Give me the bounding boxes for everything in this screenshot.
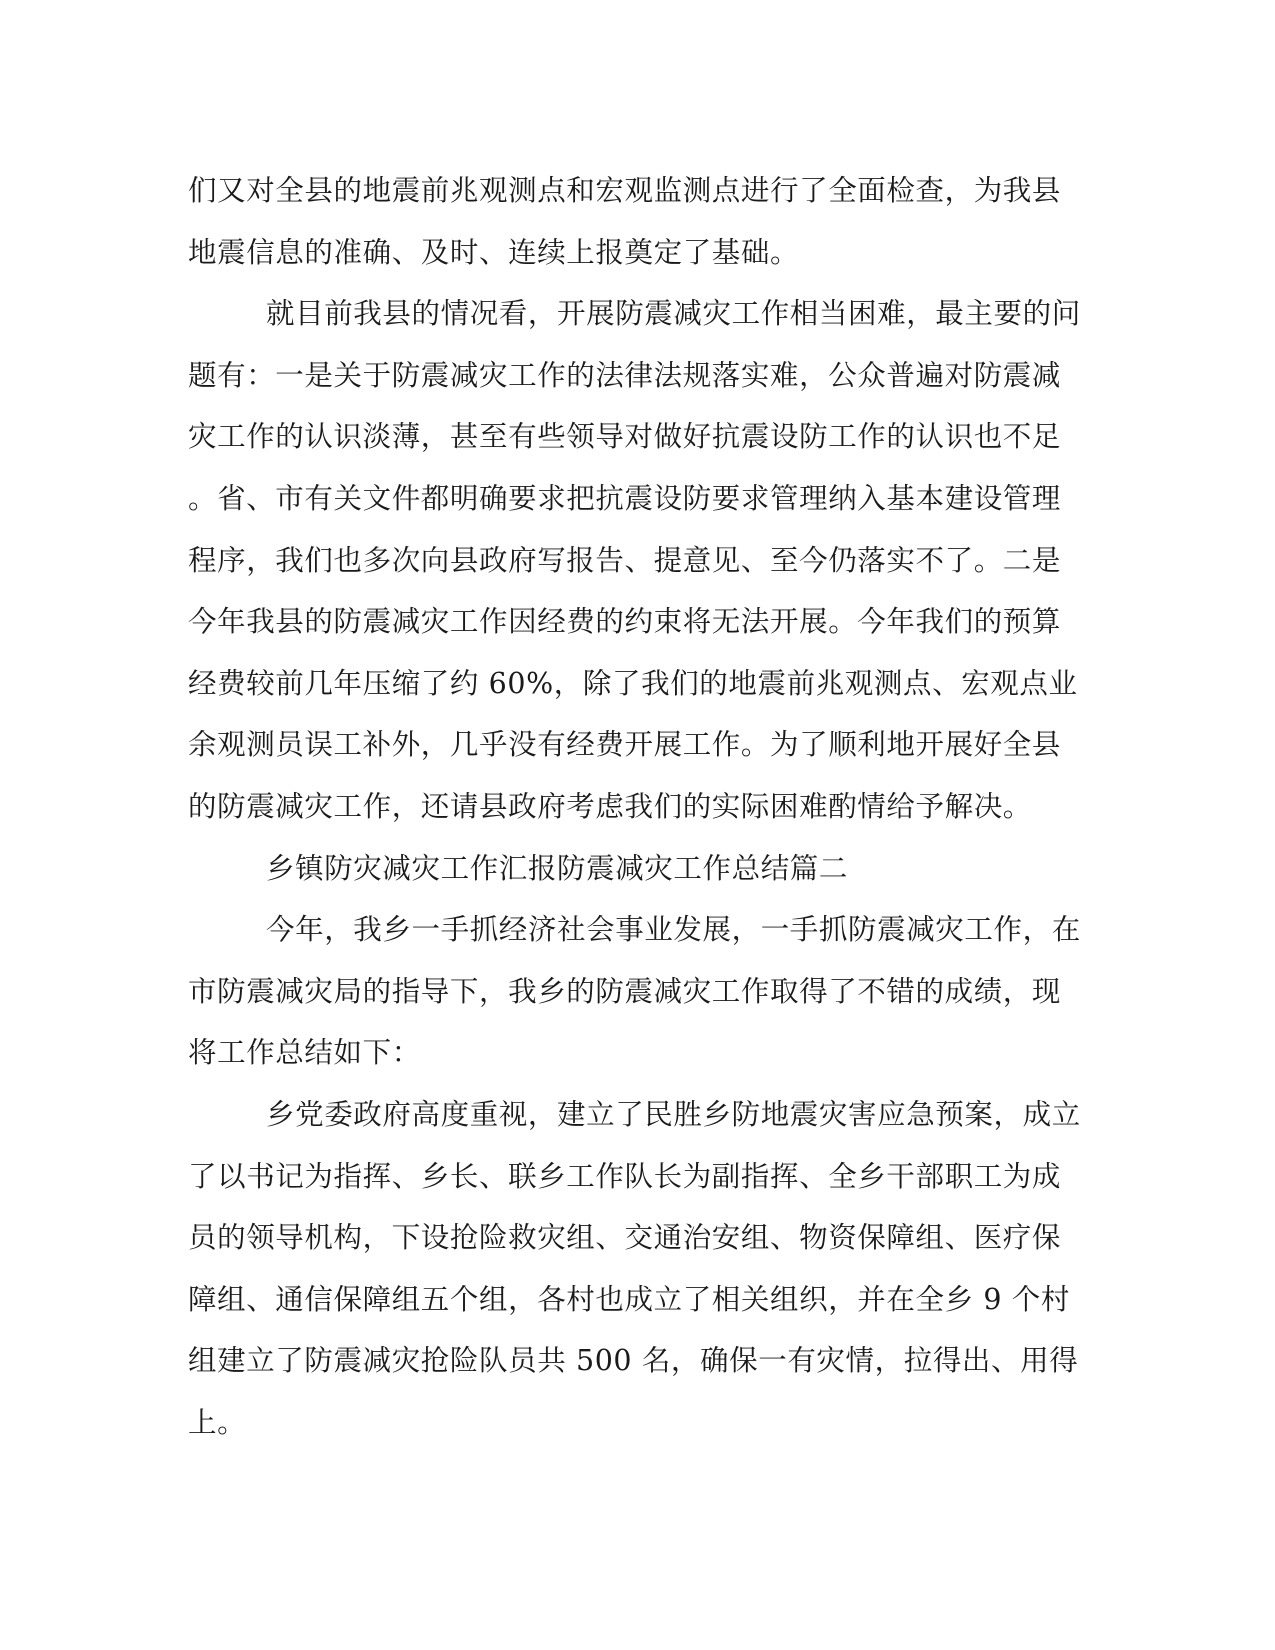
- text-line: 。省、市有关文件都明确要求把抗震设防要求管理纳入基本建设管理: [188, 481, 1062, 515]
- text-line: 题有：一是关于防震减灾工作的法律法规落实难，公众普遍对防震减: [188, 358, 1062, 392]
- text-line: 今年，我乡一手抓经济社会事业发展，一手抓防震减灾工作，在: [266, 913, 1081, 947]
- body-text: [188, 160, 1081, 1453]
- text-line: 了以书记为指挥、乡长、联乡工作队长为副指挥、全乡干部职工为成: [188, 1159, 1062, 1193]
- text-line: 地震信息的准确、及时、连续上报奠定了基础。: [188, 235, 800, 269]
- text-line: 程序，我们也多次向县政府写报告、提意见、至今仍落实不了。二是: [188, 543, 1062, 577]
- text-line: 经费较前几年压缩了约 60%，除了我们的地震前兆观测点、宏观点业: [188, 666, 1078, 700]
- text-line: 组建立了防震减灾抢险队员共 500 名，确保一有灾情，拉得出、用得: [188, 1344, 1079, 1378]
- text-line: 乡党委政府高度重视，建立了民胜乡防地震灾害应急预案，成立: [266, 1097, 1081, 1131]
- text-line: 市防震减灾局的指导下，我乡的防震减灾工作取得了不错的成绩，现: [188, 974, 1062, 1008]
- text-line: 们又对全县的地震前兆观测点和宏观监测点进行了全面检查，为我县: [188, 174, 1062, 207]
- text-line: 员的领导机构，下设抢险救灾组、交通治安组、物资保障组、医疗保: [188, 1221, 1062, 1255]
- text-line: 将工作总结如下：: [188, 1036, 421, 1070]
- text-line: 灾工作的认识淡薄，甚至有些领导对做好抗震设防工作的认识也不足: [188, 420, 1062, 454]
- text-line: 的防震减灾工作，还请县政府考虑我们的实际困难酌情给予解决。: [188, 789, 1032, 823]
- text-line: 上。: [188, 1405, 247, 1439]
- text-line: 今年我县的防震减灾工作因经费的约束将无法开展。今年我们的预算: [188, 605, 1062, 639]
- section-heading: 乡镇防灾减灾工作汇报防震减灾工作总结篇二: [266, 851, 849, 885]
- text-line: 就目前我县的情况看，开展防震减灾工作相当困难，最主要的问: [266, 297, 1081, 331]
- text-line: 障组、通信保障组五个组，各村也成立了相关组织，并在全乡 9 个村: [188, 1282, 1070, 1316]
- text-line: 余观测员误工补外，几乎没有经费开展工作。为了顺利地开展好全县: [188, 728, 1062, 762]
